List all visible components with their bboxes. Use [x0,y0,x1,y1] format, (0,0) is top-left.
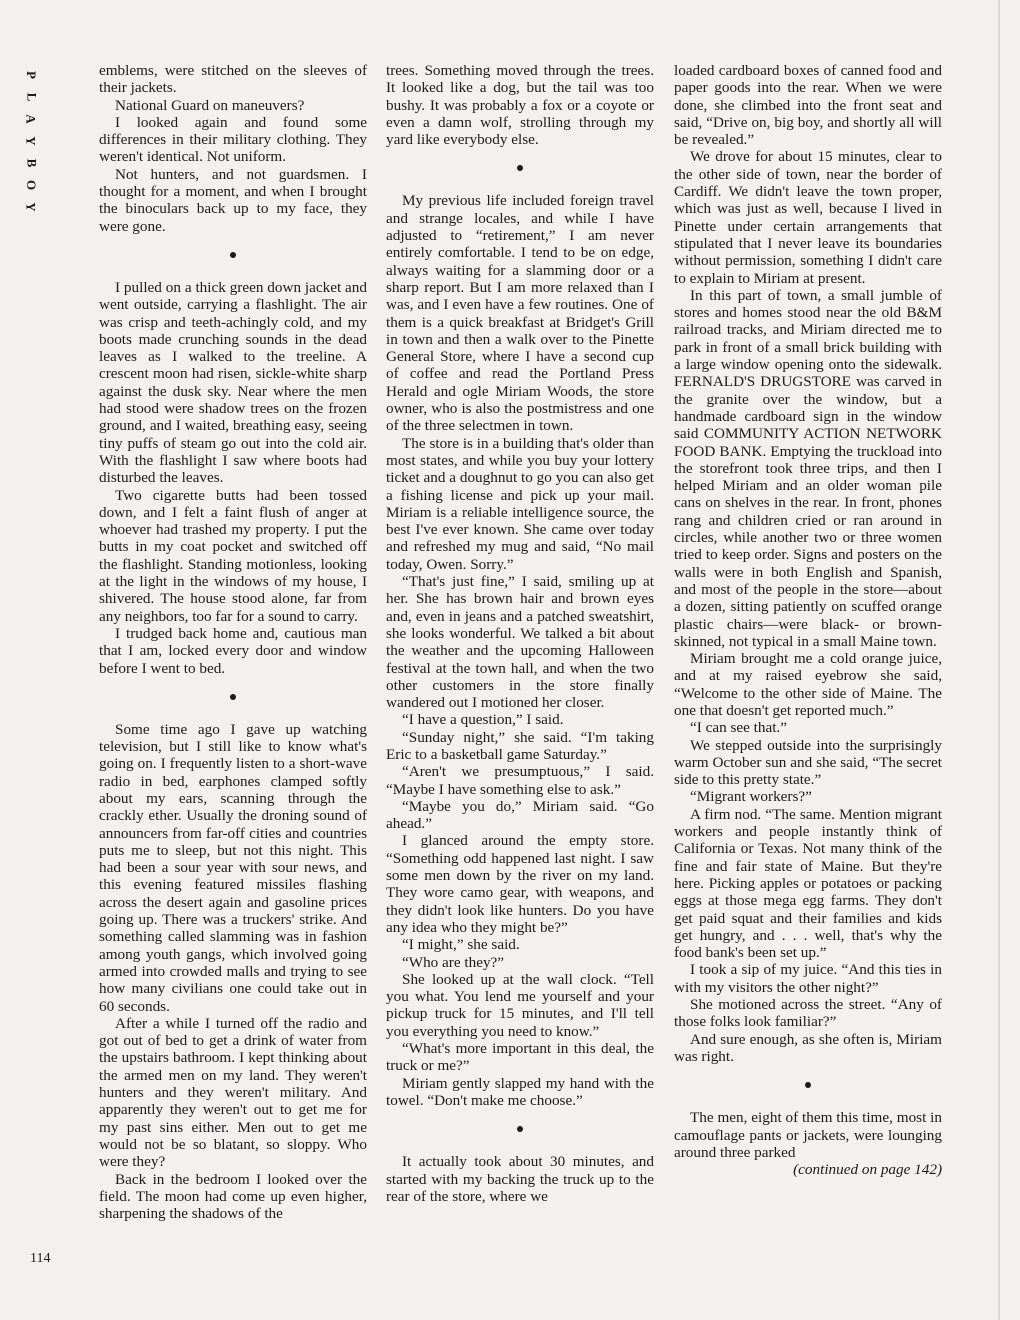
paragraph: Some time ago I gave up watching television, but I still like to know what's going on. I frequently listen to a short-wave radio in bed, earphones clamped softly about my ears, scanning through the crackly ether. Usually the droning sound of announcers from far-off cities and countries puts me to sleep, but not this night. This had been a sour year with sour news, and this evening featured missiles flashing across the desert again and gasoline prices going up. There was a truckers' strike. And something called slamming was in fashion among youth gangs, which involved going armed into crowded malls and trying to see how many civilians one could take out in 60 seconds. [99,720,367,1015]
section-break-dot [674,1081,942,1091]
paragraph: After a while I turned off the radio and got out of bed to get a drink of water from the upstairs bathroom. I kept thinking about the armed men on my land. They weren't hunters and they weren't military. And apparently they weren't out to get me for my past sins either. Men out to get me would not be so blatant, so sloppy. Who were they? [99,1014,367,1171]
paragraph: She motioned across the street. “Any of those folks look familiar?” [674,996,942,1031]
paragraph: “Aren't we presumptuous,” I said. “Maybe I have something else to ask.” [386,763,654,798]
paragraph: Miriam gently slapped my hand with the towel. “Don't make me choose.” [386,1074,654,1109]
column-3 [674,62,942,1178]
paragraph: Miriam brought me a cold orange juice, and at my raised eyebrow she said, “Welcome to the other side of Maine. The one that doesn't get reported much.” [674,650,942,719]
paragraph: “Sunday night,” she said. “I'm taking Eric to a basketball game Saturday.” [386,728,654,763]
column-1 [99,62,367,1222]
magazine-letter: O [24,179,40,191]
continued-note: (continued on page 142) [793,1161,942,1179]
page-edge-rule [998,0,1000,1320]
paragraph: “That's just fine,” I said, smiling up at her. She has brown hair and brown eyes and, even in jeans and a patched sweatshirt, she looks wonderful. We talked a bit about the weather and the upcoming Halloween festival at the town hall, and when the two other customers in the store finally wandered out I motioned her closer. [386,573,654,712]
paragraph: She looked up at the wall clock. “Tell you what. You lend me yourself and your pickup truck for 15 minutes, and I'll tell you everything you need to know.” [386,970,654,1040]
column-2 [386,62,654,1205]
paragraph: And sure enough, as she often is, Miriam was right. [674,1030,942,1065]
paragraph: I took a sip of my juice. “And this ties in with my visitors the other night?” [674,961,942,996]
magazine-letter: L [24,92,40,102]
magazine-letter: Y [24,202,40,212]
paragraph: National Guard on maneuvers? [115,96,305,114]
paragraph: I trudged back home and, cautious man that I am, locked every door and window before I went to bed. [99,624,367,677]
paragraph: I glanced around the empty store. “Something odd happened last night. I saw some men down by the river on my land. They wore camo gear, with weapons, and they didn't look like hunters. Do you have any idea who they might be?” [386,832,654,936]
magazine-letter: A [24,114,40,124]
paragraph: “Maybe you do,” Miriam said. “Go ahead.” [386,797,654,833]
paragraph: My previous life included foreign travel and strange locales, and while I have adjusted to “retirement,” I am never entirely comfortable. I tend to be on edge, always waiting for a slamming door or a sharp report. But I am more relaxed than I was, and I even have a few routines. One of them is a quick breakfast at Bridget's Grill in town and then a walk over to the Pinette General Store, where I have a second cup of coffee and read the Portland Press Herald and ogle Miriam Woods, the store owner, who is also the postmistress and one of the three selectmen in town. [386,192,654,435]
section-break-dot [99,693,367,703]
paragraph: “Migrant workers?” [690,788,812,806]
paragraph: The store is in a building that's older than most states, and while you buy your lottery ticket and a doughnut to go you can also get a fishing license and pick up your mail. Miriam is a reliable intelligence source, the best I've ever known. She came over today and refreshed my mug and said, “No mail today, Owen. Sorry.” [386,434,654,573]
paragraph: We stepped outside into the surprisingly warm October sun and she said, “The secret side to this pretty state.” [674,736,942,789]
magazine-letter: P [24,71,40,79]
section-break-dot [99,251,367,261]
paragraph: Two cigarette butts had been tossed down, and I felt a faint flush of anger at whoever had trashed my property. I put the butts in my coat pocket and switched off the flashlight. Standing motionless, looking at the light in the windows of my house, I shivered. The house stood alone, far from any neighbors, too far for a sound to carry. [99,486,367,625]
paragraph: I looked again and found some differences in their military clothing. They weren't identical. Not uniform. [99,113,367,166]
paragraph: “Who are they?” [402,953,505,971]
paragraph: The men, eight of them this time, most in camouflage pants or jackets, were lounging around three parked [674,1109,942,1161]
paragraph: A firm nod. “The same. Mention migrant workers and people instantly think of California or Texas. Not many think of the fine and fair state of Maine. But they're here. Picking apples or potatoes or packing eggs at those mega egg farms. They don't get paid squat and their families and kids get hungry, and . . . well, that's why the food bank's been set up.” [674,805,942,962]
magazine-letter: B [24,158,40,168]
magazine-name [24,64,40,218]
paragraph: We drove for about 15 minutes, clear to the other side of town, near the border of Cardiff. We didn't leave the town proper, which was just as well, because I lived in Pinette under certain arrangements that stipulated that I never leave its boundaries without permission, something I didn't care to explain to Miriam at present. [674,148,942,287]
paragraph: trees. Something moved through the trees. It looked like a dog, but the tail was too bushy. It was probably a fox or a coyote or even a damn wolf, strolling through my yard like everybody else. [386,62,654,149]
paragraph: “What's more important in this deal, the truck or me?” [386,1040,654,1075]
paragraph: loaded cardboard boxes of canned food and paper goods into the rear. When we were done, she climbed into the front seat and said, “Drive on, big boy, and shortly all will be revealed.” [674,62,942,149]
paragraph: “I have a question,” I said. [402,711,564,729]
section-break-dot [386,1125,654,1135]
paragraph: Not hunters, and not guardsmen. I thought for a moment, and when I brought the binoculars back up to my face, they were gone. [99,165,367,235]
paragraph: In this part of town, a small jumble of stores and homes stood near the old B&M railroad tracks, and Miriam directed me to park in front of a small brick building with a large window opening onto the sidewalk. FERNALD'S DRUGSTORE was carved in the granite over the window, but a handmade cardboard sign in the window said COMMUNITY ACTION NETWORK FOOD BANK. Emptying the truckload into the storefront took three trips, and then I helped Miriam and an older woman pile cans on shelves in the rear. In front, phones rang and children cried or ran around in circles, while another two or three women tried to keep order. Signs and posters on the walls were in both English and Spanish, and most of the people in the store—about a dozen, sitting patiently on scuffed orange plastic chairs—were black- or brown-skinned, not typical in a small Maine town. [674,286,942,650]
page-number: 114 [30,1251,51,1266]
paragraph: emblems, were stitched on the sleeves of their jackets. [99,62,367,97]
paragraph: “I can see that.” [690,719,787,737]
section-break-dot [386,164,654,174]
paragraph: “I might,” she said. [402,936,520,954]
paragraph: It actually took about 30 minutes, and started with my backing the truck up to the rear of the store, where we [386,1153,654,1205]
paragraph: Back in the bedroom I looked over the field. The moon had come up even higher, sharpening the shadows of the [99,1170,367,1223]
paragraph: I pulled on a thick green down jacket and went outside, carrying a flashlight. The air was crisp and teeth-achingly cold, and my boots made crunching sounds in the dead leaves as I walked to the treeline. A crescent moon had risen, sickle-white sharp against the dusk sky. Near where the men had stood were shadow trees on the frozen ground, and I waited, breathing easy, seeing tiny puffs of steam go out into the cold air. With the flashlight I saw where boots had disturbed the leaves. [99,278,367,487]
magazine-letter: Y [24,136,40,146]
